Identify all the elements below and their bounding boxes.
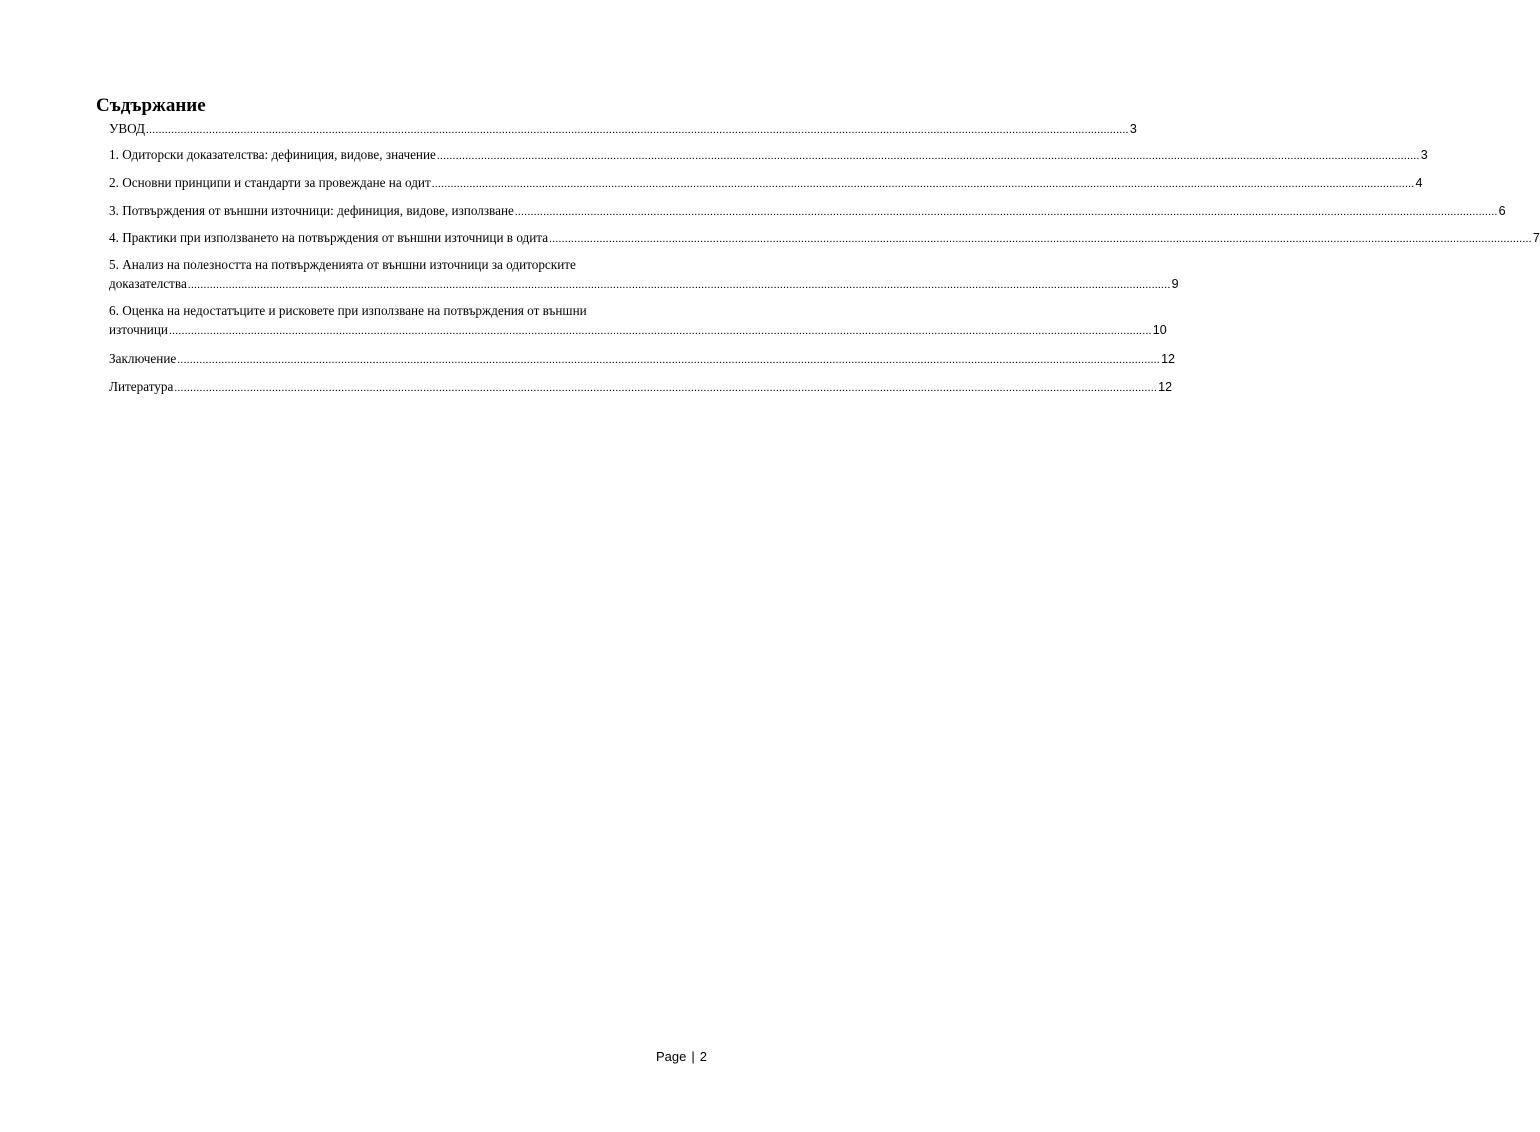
toc-entry-4[interactable] [109, 229, 1540, 248]
toc-entry-page: 6 [1498, 204, 1506, 218]
toc-entry-page: 12 [1158, 380, 1173, 394]
dot-leader: ........................................................................................................................................................................................................................................................................................................................ [174, 382, 1158, 394]
dot-leader: ........................................................................................................................................................................................................................................................................................................................ [431, 178, 1415, 190]
toc-entry-text: Заключение [109, 351, 177, 366]
toc-entry-page: 4 [1415, 176, 1423, 190]
toc-entry-page: 7 [1532, 231, 1540, 245]
toc-entry-2[interactable] [109, 174, 1423, 193]
toc-entry-page: 10 [1152, 323, 1167, 337]
toc-entry-text-line-1: 6. Оценка на недостатъците и рисковете при използване на потвърждения от външни [109, 303, 587, 318]
toc-entry-1[interactable] [109, 146, 1428, 165]
toc-entry-text-line-1: 5. Анализ на полезността на потвържденията от външни източници за одиторските [109, 257, 576, 272]
dot-leader: ........................................................................................................................................................................................................................................................................................................................ [549, 233, 1532, 245]
page-footer [656, 1049, 707, 1065]
toc-entry-page: 9 [1171, 277, 1179, 291]
toc-title: Съдържание [96, 95, 206, 116]
toc-entry-intro[interactable] [109, 120, 1137, 139]
toc-entry-text: 1. Одиторски доказателства: дефиниция, видове, значение [109, 147, 436, 162]
toc-entry-conclusion[interactable] [109, 350, 1175, 369]
toc-entry-page: 3 [1129, 122, 1137, 136]
toc-entry-5[interactable] [109, 256, 1179, 294]
toc-entry-text: 4. Практики при използването на потвърждения от външни източници в одита [109, 230, 549, 245]
toc-entry-text: УВОД [109, 121, 145, 136]
toc-entry-text: доказателства [109, 276, 187, 291]
toc-entry-text: източници [109, 322, 168, 337]
toc-entry-literature[interactable] [109, 378, 1173, 397]
toc-entry-text: 2. Основни принципи и стандарти за провеждане на одит [109, 175, 431, 190]
toc-entry-page: 12 [1161, 352, 1175, 366]
toc-entry-3[interactable] [109, 202, 1506, 221]
toc-entry-page: 3 [1420, 148, 1428, 162]
dot-leader: ........................................................................................................................................................................................................................................................................................................................ [168, 325, 1152, 337]
dot-leader: ........................................................................................................................................................................................................................................................................................................................ [177, 354, 1161, 366]
dot-leader: ........................................................................................................................................................................................................................................................................................................................ [436, 150, 1420, 162]
page-separator: | [691, 1049, 695, 1064]
page-label: Page [656, 1049, 687, 1064]
toc-entry-6[interactable] [109, 302, 1167, 340]
dot-leader: ........................................................................................................................................................................................................................................................................................................................ [514, 206, 1498, 218]
dot-leader: ........................................................................................................................................................................................................................................................................................................................ [187, 279, 1171, 291]
dot-leader: ........................................................................................................................................................................................................................................................................................................................ [146, 124, 1129, 136]
page-number: 2 [699, 1049, 707, 1064]
toc-entry-text: Литература [109, 379, 174, 394]
toc-entry-text: 3. Потвърждения от външни източници: дефиниция, видове, използване [109, 203, 514, 218]
